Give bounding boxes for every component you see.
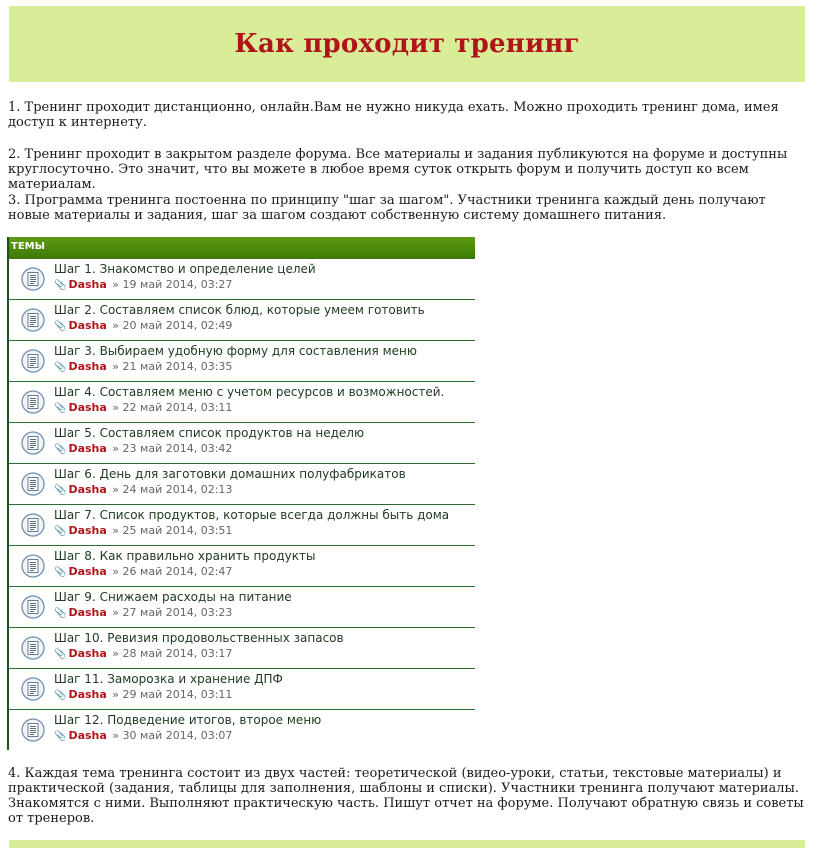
paragraph-1: 1. Тренинг проходит дистанционно, онлайн.Вам не нужно никуда ехать. Можно проходить тренинг дома, имея доступ к интернету. [8, 100, 779, 130]
topic-date: 26 май 2014, 02:47 [122, 565, 233, 578]
topic-author-link[interactable]: Dasha [68, 729, 107, 742]
topic-date: 20 май 2014, 02:49 [122, 319, 233, 332]
topic-author-link[interactable]: Dasha [68, 319, 107, 332]
page-header [9, 6, 805, 82]
arrow-icon: » [108, 606, 123, 619]
paragraph-3: 3. Программа тренинга постоенна по принципу "шаг за шагом". Участники тренинга каждый день получают новые материалы и задания, шаг за шагом создают собственную систему домашнего питания. [8, 193, 766, 223]
topic-author-link[interactable]: Dasha [68, 401, 107, 414]
attachment-icon: 📎 [54, 444, 67, 455]
topic-title-link[interactable]: Шаг 8. Как правильно хранить продукты [54, 549, 316, 563]
topic-date: 25 май 2014, 03:51 [122, 524, 233, 537]
topic-meta [54, 524, 232, 537]
topic-title-link[interactable]: Шаг 1. Знакомство и определение целей [54, 262, 316, 276]
topic-title-link[interactable]: Шаг 10. Ревизия продовольственных запасов [54, 631, 344, 645]
topic-title-link[interactable]: Шаг 5. Составляем список продуктов на неделю [54, 426, 365, 440]
paragraph-2: 2. Тренинг проходит в закрытом разделе форума. Все материалы и задания публикуются на форуме и доступны круглосуточно. Это значит, что вы можете в любое время суток открыть форум и получить доступ ко всем материалам. [8, 147, 788, 192]
topic-meta [54, 729, 232, 742]
topic-title-link[interactable]: Шаг 9. Снижаем расходы на питание [54, 590, 292, 604]
topic-row[interactable] [9, 710, 475, 751]
topic-meta [54, 401, 232, 414]
document-icon [21, 636, 45, 660]
topic-author-link[interactable]: Dasha [68, 688, 107, 701]
topic-date: 22 май 2014, 03:11 [122, 401, 233, 414]
topic-author-link[interactable]: Dasha [68, 647, 107, 660]
topic-meta [54, 565, 232, 578]
attachment-icon: 📎 [54, 690, 67, 701]
document-icon [21, 554, 45, 578]
forum-topics-list [7, 237, 475, 750]
topic-date: 21 май 2014, 03:35 [122, 360, 233, 373]
page-title: Как проходит тренинг [234, 29, 580, 59]
document-icon [21, 472, 45, 496]
topic-row[interactable] [9, 464, 475, 505]
document-icon [21, 595, 45, 619]
attachment-icon: 📎 [54, 403, 67, 414]
arrow-icon: » [108, 360, 123, 373]
topic-row[interactable] [9, 382, 475, 423]
topic-date: 19 май 2014, 03:27 [122, 278, 233, 291]
topic-row[interactable] [9, 423, 475, 464]
topic-title-link[interactable]: Шаг 4. Составляем меню с учетом ресурсов и возможностей. [54, 385, 445, 399]
arrow-icon: » [108, 442, 123, 455]
topic-title-link[interactable]: Шаг 7. Список продуктов, которые всегда должны быть дома [54, 508, 450, 522]
arrow-icon: » [108, 688, 123, 701]
topic-date: 29 май 2014, 03:11 [122, 688, 233, 701]
arrow-icon: » [108, 729, 123, 742]
arrow-icon: » [108, 647, 123, 660]
topic-author-link[interactable]: Dasha [68, 278, 107, 291]
arrow-icon: » [108, 483, 123, 496]
arrow-icon: » [108, 565, 123, 578]
topic-title-link[interactable]: Шаг 6. День для заготовки домашних полуфабрикатов [54, 467, 406, 481]
topic-title-link[interactable]: Шаг 12. Подведение итогов, второе меню [54, 713, 322, 727]
topic-meta [54, 360, 232, 373]
topic-meta [54, 278, 232, 291]
arrow-icon: » [108, 401, 123, 414]
topic-meta [54, 647, 232, 660]
topic-meta [54, 319, 232, 332]
attachment-icon: 📎 [54, 321, 67, 332]
topic-row[interactable] [9, 259, 475, 300]
topic-author-link[interactable]: Dasha [68, 565, 107, 578]
topic-row[interactable] [9, 300, 475, 341]
forum-topics-header: ТЕМЫ [9, 237, 475, 259]
topic-row[interactable] [9, 587, 475, 628]
arrow-icon: » [108, 524, 123, 537]
topic-title-link[interactable]: Шаг 3. Выбираем удобную форму для составления меню [54, 344, 417, 358]
attachment-icon: 📎 [54, 649, 67, 660]
footer-strip [9, 840, 805, 848]
topic-date: 27 май 2014, 03:23 [122, 606, 233, 619]
topic-row[interactable] [9, 669, 475, 710]
topic-row[interactable] [9, 505, 475, 546]
attachment-icon: 📎 [54, 362, 67, 373]
attachment-icon: 📎 [54, 485, 67, 496]
topic-meta [54, 606, 232, 619]
topic-author-link[interactable]: Dasha [68, 483, 107, 496]
arrow-icon: » [108, 319, 123, 332]
attachment-icon: 📎 [54, 567, 67, 578]
document-icon [21, 308, 45, 332]
topic-row[interactable] [9, 341, 475, 382]
document-icon [21, 267, 45, 291]
document-icon [21, 431, 45, 455]
attachment-icon: 📎 [54, 526, 67, 537]
document-icon [21, 513, 45, 537]
topic-title-link[interactable]: Шаг 11. Заморозка и хранение ДПФ [54, 672, 283, 686]
topic-date: 24 май 2014, 02:13 [122, 483, 233, 496]
topic-meta [54, 442, 232, 455]
topic-author-link[interactable]: Dasha [68, 524, 107, 537]
document-icon [21, 349, 45, 373]
document-icon [21, 677, 45, 701]
topic-meta [54, 483, 232, 496]
attachment-icon: 📎 [54, 731, 67, 742]
topic-date: 23 май 2014, 03:42 [122, 442, 233, 455]
topic-date: 30 май 2014, 03:07 [122, 729, 233, 742]
topic-row[interactable] [9, 628, 475, 669]
attachment-icon: 📎 [54, 280, 67, 291]
paragraph-4: 4. Каждая тема тренинга состоит из двух частей: теоретической (видео-уроки, статьи, текстовые материалы) и практической (задания, таблицы для заполнения, шаблоны и списки). Участники тренинга получают материалы. Знакомятся с ними. Выполняют практическую часть. Пишут отчет на форуме. Получают обратную связь и советы от тренеров. [8, 766, 804, 826]
document-icon [21, 390, 45, 414]
arrow-icon: » [108, 278, 123, 291]
topic-author-link[interactable]: Dasha [68, 360, 107, 373]
topic-author-link[interactable]: Dasha [68, 606, 107, 619]
topic-meta [54, 688, 232, 701]
topic-row[interactable] [9, 546, 475, 587]
document-icon [21, 718, 45, 742]
attachment-icon: 📎 [54, 608, 67, 619]
topic-title-link[interactable]: Шаг 2. Составляем список блюд, которые умеем готовить [54, 303, 425, 317]
topic-author-link[interactable]: Dasha [68, 442, 107, 455]
topic-date: 28 май 2014, 03:17 [122, 647, 233, 660]
